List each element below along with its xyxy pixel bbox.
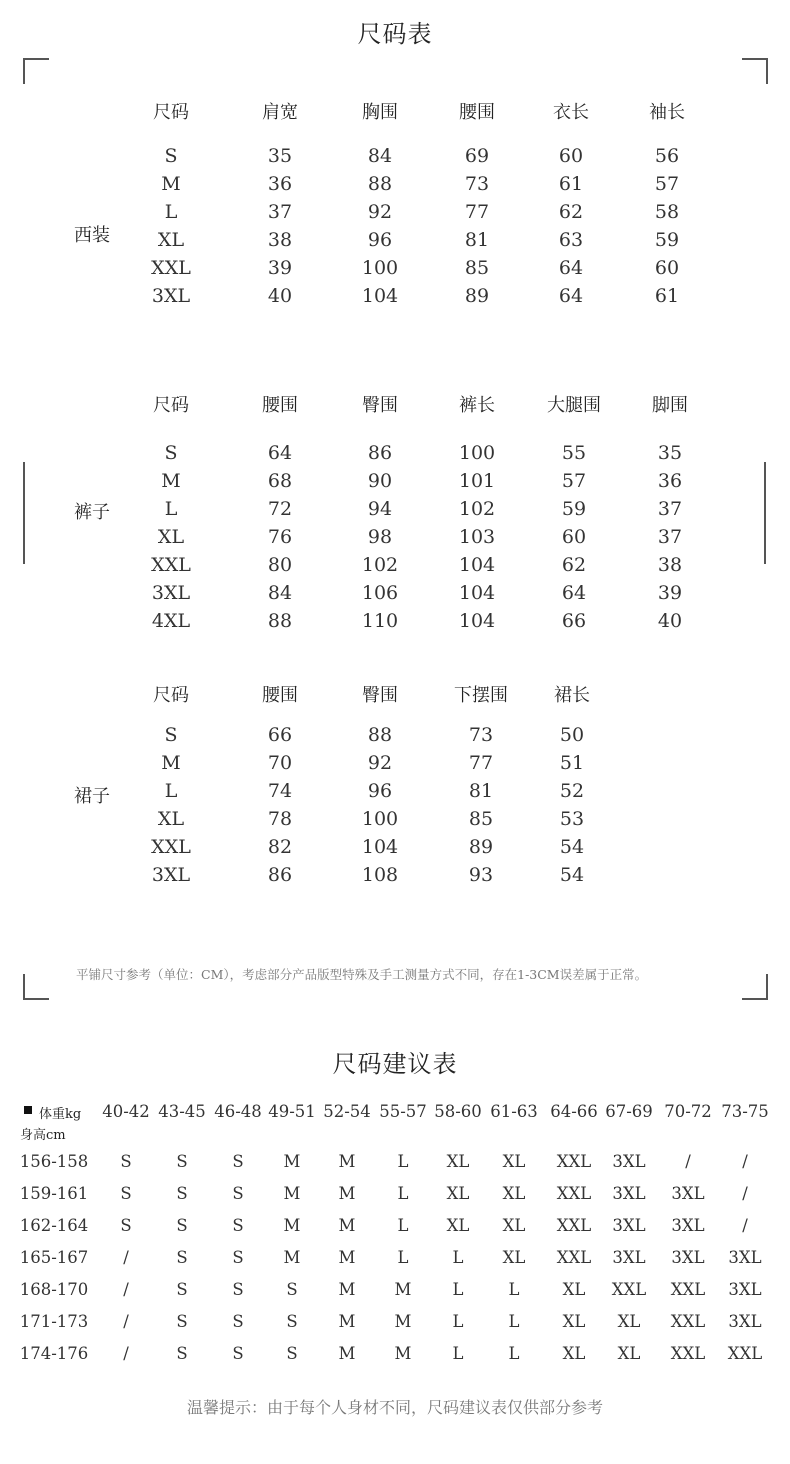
recommended-size-cell: XL <box>562 1312 586 1331</box>
measurement-cell: 52 <box>559 780 585 802</box>
measurement-cell: 98 <box>367 526 393 548</box>
recommended-size-cell: XL <box>502 1152 526 1171</box>
measurement-cell: 84 <box>367 145 393 167</box>
size-cell: S <box>164 442 178 464</box>
recommended-size-cell: S <box>286 1312 298 1331</box>
measurement-cell: 82 <box>267 836 293 858</box>
recommended-size-cell: 3XL <box>612 1248 646 1267</box>
recommended-size-cell: / <box>742 1184 748 1203</box>
measurement-cell: 74 <box>267 780 293 802</box>
frame-side-left <box>23 462 25 564</box>
measurement-cell: 64 <box>558 257 584 279</box>
recommended-size-cell: M <box>338 1152 356 1171</box>
measurement-cell: 96 <box>367 229 393 251</box>
measurement-cell: 62 <box>561 554 587 576</box>
measurement-cell: 70 <box>267 752 293 774</box>
column-header: 腰围 <box>262 395 298 416</box>
recommended-size-cell: 3XL <box>728 1280 762 1299</box>
recommended-size-cell: 3XL <box>612 1152 646 1171</box>
size-cell: XL <box>157 808 185 830</box>
weight-range-header: 67-69 <box>605 1102 653 1121</box>
recommended-size-cell: S <box>232 1184 244 1203</box>
measurement-cell: 39 <box>657 582 683 604</box>
measurement-cell: 64 <box>561 582 587 604</box>
measurement-cell: 63 <box>558 229 584 251</box>
height-range-label: 174-176 <box>19 1344 89 1363</box>
recommended-size-cell: / <box>123 1312 129 1331</box>
measurement-cell: 102 <box>458 498 496 520</box>
recommended-size-cell: 3XL <box>612 1216 646 1235</box>
frame-corner-bottom-right <box>742 974 768 1000</box>
weight-range-header: 52-54 <box>323 1102 371 1121</box>
measurement-cell: 38 <box>267 229 293 251</box>
recommended-size-cell: XXL <box>556 1216 592 1235</box>
frame-corner-top-right <box>742 58 768 84</box>
measurement-cell: 56 <box>654 145 680 167</box>
measurement-cell: 89 <box>468 836 494 858</box>
column-header: 腰围 <box>262 685 298 706</box>
measurement-cell: 66 <box>267 724 293 746</box>
recommended-size-cell: / <box>123 1280 129 1299</box>
recommended-size-cell: M <box>338 1184 356 1203</box>
measurement-cell: 72 <box>267 498 293 520</box>
recommended-size-cell: S <box>232 1152 244 1171</box>
height-axis-label: 身高cm <box>20 1128 66 1143</box>
measurement-cell: 64 <box>267 442 293 464</box>
measurement-cell: 88 <box>367 173 393 195</box>
measurement-cell: 61 <box>558 173 584 195</box>
measurement-cell: 40 <box>267 285 293 307</box>
measurement-cell: 92 <box>367 752 393 774</box>
recommended-size-cell: S <box>232 1248 244 1267</box>
measurement-cell: 38 <box>657 554 683 576</box>
skirt-label: 裙子 <box>74 786 110 807</box>
measurement-cell: 100 <box>458 442 496 464</box>
column-header: 衣长 <box>553 102 589 123</box>
recommended-size-cell: M <box>394 1280 412 1299</box>
measurement-cell: 84 <box>267 582 293 604</box>
measurement-cell: 50 <box>559 724 585 746</box>
recommended-size-cell: XL <box>502 1248 526 1267</box>
size-cell: 3XL <box>151 582 191 604</box>
size-cell: M <box>161 173 181 195</box>
column-header: 胸围 <box>362 102 398 123</box>
measurement-cell: 37 <box>657 526 683 548</box>
recommended-size-cell: XXL <box>556 1184 592 1203</box>
weight-range-header: 43-45 <box>158 1102 206 1121</box>
recommended-size-cell: S <box>120 1184 132 1203</box>
weight-range-header: 64-66 <box>550 1102 598 1121</box>
size-cell: XL <box>157 526 185 548</box>
measurement-cell: 39 <box>267 257 293 279</box>
frame-corner-bottom-left <box>23 974 49 1000</box>
measurement-cell: 88 <box>267 610 293 632</box>
recommended-size-cell: M <box>283 1216 301 1235</box>
recommended-size-cell: S <box>286 1280 298 1299</box>
recommended-size-cell: S <box>232 1312 244 1331</box>
recommended-size-cell: S <box>176 1152 188 1171</box>
height-range-label: 171-173 <box>19 1312 89 1331</box>
measurement-cell: 85 <box>464 257 490 279</box>
recommended-size-cell: XL <box>446 1216 470 1235</box>
recommended-size-cell: M <box>338 1248 356 1267</box>
frame-side-right <box>764 462 766 564</box>
measurement-cell: 85 <box>468 808 494 830</box>
measurement-cell: 57 <box>654 173 680 195</box>
measurement-cell: 90 <box>367 470 393 492</box>
weight-range-header: 46-48 <box>214 1102 262 1121</box>
column-header: 尺码 <box>153 395 189 416</box>
measurement-cell: 54 <box>559 836 585 858</box>
size-cell: XXL <box>151 836 191 858</box>
measurement-cell: 60 <box>654 257 680 279</box>
recommended-size-cell: XXL <box>670 1280 706 1299</box>
size-cell: XXL <box>151 257 191 279</box>
measurement-cell: 100 <box>361 257 399 279</box>
recommended-size-cell: XL <box>562 1280 586 1299</box>
column-header: 尺码 <box>153 102 189 123</box>
recommended-size-cell: XXL <box>670 1344 706 1363</box>
recommended-size-cell: M <box>283 1184 301 1203</box>
column-header: 大腿围 <box>547 395 601 416</box>
recommended-size-cell: S <box>176 1216 188 1235</box>
recommended-size-cell: L <box>397 1184 409 1203</box>
recommended-size-cell: / <box>742 1216 748 1235</box>
recommended-size-cell: S <box>176 1344 188 1363</box>
size-cell: XL <box>157 229 185 251</box>
measurement-cell: 108 <box>361 864 399 886</box>
measurement-cell: 35 <box>657 442 683 464</box>
recommended-size-cell: 3XL <box>612 1184 646 1203</box>
measurement-cell: 59 <box>654 229 680 251</box>
measurement-cell: 53 <box>559 808 585 830</box>
measurement-cell: 80 <box>267 554 293 576</box>
measurement-cell: 93 <box>468 864 494 886</box>
measurement-cell: 69 <box>464 145 490 167</box>
measurement-cell: 77 <box>468 752 494 774</box>
page-title: 尺码表 <box>357 20 433 48</box>
measurement-cell: 86 <box>367 442 393 464</box>
measurement-cell: 81 <box>468 780 494 802</box>
measurement-cell: 101 <box>458 470 496 492</box>
measurement-cell: 86 <box>267 864 293 886</box>
size-cell: S <box>164 145 178 167</box>
recommended-size-cell: L <box>508 1312 520 1331</box>
size-cell: 3XL <box>151 285 191 307</box>
height-range-label: 162-164 <box>19 1216 89 1235</box>
column-header: 脚围 <box>652 395 688 416</box>
recommended-size-cell: 3XL <box>671 1184 705 1203</box>
recommended-size-cell: / <box>123 1344 129 1363</box>
recommended-size-cell: S <box>232 1216 244 1235</box>
size-cell: S <box>164 724 178 746</box>
measurement-cell: 77 <box>464 201 490 223</box>
measurement-cell: 57 <box>561 470 587 492</box>
recommended-size-cell: XXL <box>556 1248 592 1267</box>
measurement-cell: 60 <box>558 145 584 167</box>
weight-range-header: 61-63 <box>490 1102 538 1121</box>
recommended-size-cell: M <box>394 1344 412 1363</box>
recommended-size-cell: S <box>120 1152 132 1171</box>
column-header: 臀围 <box>362 685 398 706</box>
recommended-size-cell: XL <box>446 1152 470 1171</box>
measurement-cell: 37 <box>267 201 293 223</box>
recommended-size-cell: XL <box>562 1344 586 1363</box>
height-range-label: 168-170 <box>19 1280 89 1299</box>
measurement-cell: 51 <box>559 752 585 774</box>
measurement-cell: 73 <box>464 173 490 195</box>
measurement-cell: 59 <box>561 498 587 520</box>
recommended-size-cell: XXL <box>611 1280 647 1299</box>
weight-axis-label: 体重kg <box>39 1107 82 1122</box>
recommended-size-cell: L <box>508 1344 520 1363</box>
recommended-size-cell: S <box>120 1216 132 1235</box>
measurement-cell: 58 <box>654 201 680 223</box>
recommended-size-cell: S <box>176 1280 188 1299</box>
measurement-cell: 103 <box>458 526 496 548</box>
recommended-size-cell: S <box>286 1344 298 1363</box>
recommended-size-cell: L <box>452 1312 464 1331</box>
measurement-cell: 73 <box>468 724 494 746</box>
weight-range-header: 55-57 <box>379 1102 427 1121</box>
size-cell: 4XL <box>151 610 191 632</box>
pants-label: 裤子 <box>74 502 110 523</box>
recommended-size-cell: 3XL <box>728 1312 762 1331</box>
size-cell: L <box>164 780 178 802</box>
recommended-size-cell: / <box>123 1248 129 1267</box>
height-range-label: 159-161 <box>19 1184 89 1203</box>
column-header: 裤长 <box>459 395 495 416</box>
measurement-cell: 76 <box>267 526 293 548</box>
measurement-cell: 66 <box>561 610 587 632</box>
weight-range-header: 70-72 <box>664 1102 712 1121</box>
recommended-size-cell: M <box>283 1152 301 1171</box>
measurement-cell: 94 <box>367 498 393 520</box>
measurement-cell: 100 <box>361 808 399 830</box>
measurement-cell: 37 <box>657 498 683 520</box>
measurement-cell: 55 <box>561 442 587 464</box>
measurement-cell: 62 <box>558 201 584 223</box>
suit-label: 西装 <box>74 225 110 246</box>
weight-range-header: 73-75 <box>721 1102 769 1121</box>
measurement-cell: 88 <box>367 724 393 746</box>
recommended-size-cell: L <box>397 1248 409 1267</box>
measurement-cell: 104 <box>458 554 496 576</box>
measurement-cell: 92 <box>367 201 393 223</box>
measurement-cell: 36 <box>657 470 683 492</box>
recommended-size-cell: 3XL <box>671 1248 705 1267</box>
measurement-cell: 104 <box>458 582 496 604</box>
measurement-cell: 61 <box>654 285 680 307</box>
recommended-size-cell: XL <box>617 1344 641 1363</box>
measurement-cell: 89 <box>464 285 490 307</box>
measurement-cell: 96 <box>367 780 393 802</box>
measurement-cell: 81 <box>464 229 490 251</box>
recommended-size-cell: S <box>232 1344 244 1363</box>
measurement-cell: 35 <box>267 145 293 167</box>
measurement-cell: 64 <box>558 285 584 307</box>
measurement-cell: 106 <box>361 582 399 604</box>
measurement-cell: 40 <box>657 610 683 632</box>
column-header: 尺码 <box>153 685 189 706</box>
recommended-size-cell: L <box>397 1152 409 1171</box>
recommended-size-cell: XL <box>502 1184 526 1203</box>
measurement-cell: 36 <box>267 173 293 195</box>
size-cell: L <box>164 498 178 520</box>
recommended-size-cell: S <box>176 1248 188 1267</box>
recommended-size-cell: XXL <box>727 1344 763 1363</box>
measurement-cell: 110 <box>361 610 399 632</box>
column-header: 臀围 <box>362 395 398 416</box>
weight-range-header: 49-51 <box>268 1102 316 1121</box>
tip-text: 温馨提示：由于每个人身材不同，尺码建议表仅供部分参考 <box>186 1398 603 1417</box>
measurement-cell: 104 <box>458 610 496 632</box>
measurement-cell: 78 <box>267 808 293 830</box>
size-cell: 3XL <box>151 864 191 886</box>
size-cell: M <box>161 752 181 774</box>
recommended-size-cell: L <box>508 1280 520 1299</box>
measurement-cell: 68 <box>267 470 293 492</box>
column-header: 裙长 <box>554 685 590 706</box>
recommended-size-cell: XL <box>617 1312 641 1331</box>
recommended-size-cell: S <box>176 1312 188 1331</box>
recommended-size-cell: L <box>397 1216 409 1235</box>
recommended-size-cell: L <box>452 1344 464 1363</box>
column-header: 袖长 <box>649 102 685 123</box>
column-header: 下摆围 <box>454 685 508 706</box>
recommended-size-cell: M <box>283 1248 301 1267</box>
measurement-cell: 54 <box>559 864 585 886</box>
frame-corner-top-left <box>23 58 49 84</box>
measurement-cell: 104 <box>361 836 399 858</box>
measurement-cell: 60 <box>561 526 587 548</box>
recommended-size-cell: / <box>742 1152 748 1171</box>
recommended-size-cell: XXL <box>670 1312 706 1331</box>
recommended-size-cell: M <box>394 1312 412 1331</box>
measurement-cell: 104 <box>361 285 399 307</box>
size-cell: M <box>161 470 181 492</box>
height-range-label: 156-158 <box>19 1152 89 1171</box>
measurement-note: 平铺尺寸参考（单位：CM），考虑部分产品版型特殊及手工测量方式不同，存在1-3CM误差属于正常。 <box>76 967 648 982</box>
recommended-size-cell: 3XL <box>671 1216 705 1235</box>
recommended-size-cell: XL <box>502 1216 526 1235</box>
recommended-size-cell: S <box>232 1280 244 1299</box>
recommended-size-cell: / <box>685 1152 691 1171</box>
measurement-cell: 102 <box>361 554 399 576</box>
recommended-size-cell: M <box>338 1216 356 1235</box>
weight-range-header: 40-42 <box>102 1102 150 1121</box>
size-cell: L <box>164 201 178 223</box>
recommended-size-cell: M <box>338 1344 356 1363</box>
size-cell: XXL <box>151 554 191 576</box>
recommended-size-cell: 3XL <box>728 1248 762 1267</box>
height-range-label: 165-167 <box>19 1248 89 1267</box>
recommended-size-cell: L <box>452 1248 464 1267</box>
recommended-size-cell: S <box>176 1184 188 1203</box>
weight-range-header: 58-60 <box>434 1102 482 1121</box>
recommended-size-cell: M <box>338 1280 356 1299</box>
recommended-size-cell: XL <box>446 1184 470 1203</box>
recommended-size-cell: XXL <box>556 1152 592 1171</box>
recommended-size-cell: M <box>338 1312 356 1331</box>
column-header: 腰围 <box>459 102 495 123</box>
square-bullet-icon <box>24 1106 32 1114</box>
recommended-size-cell: L <box>452 1280 464 1299</box>
column-header: 肩宽 <box>262 102 298 123</box>
recommendation-title: 尺码建议表 <box>332 1050 458 1078</box>
